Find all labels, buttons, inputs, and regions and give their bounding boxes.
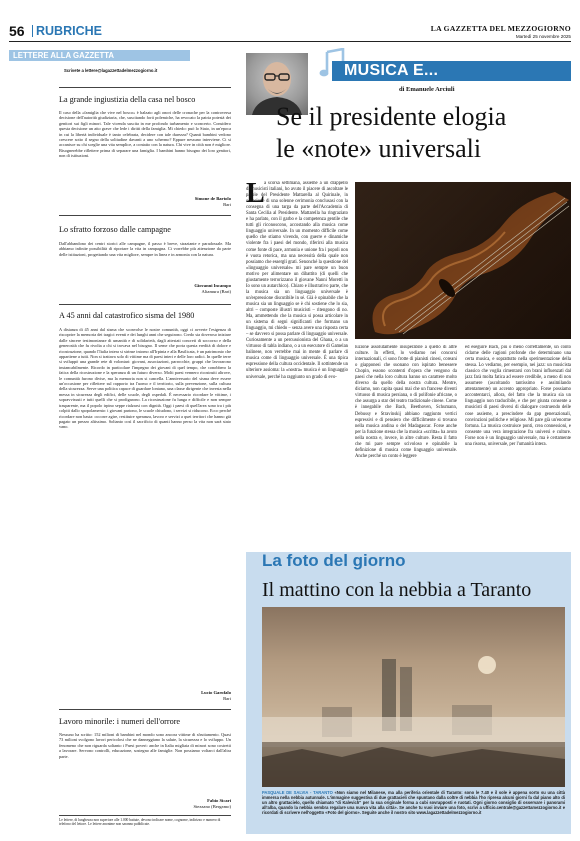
column-title-line-1: Se il presidente elogia	[276, 102, 507, 131]
letters-section-title: LETTERE ALLA GAZZETTA	[13, 51, 115, 60]
letter-2-title: Lo sfratto forzoso dalle campagne	[59, 225, 171, 234]
letter-1-rule	[59, 87, 231, 88]
letter-4-city: Stezzano (Bergamo)	[193, 804, 231, 809]
column-body-col-2: luzione assolutamente insuperabile a quello di altre culture. In effetti, lo vediamo nei concorsi internazionali, ci sono frotte di pianisti cinesi, coreani o giapponesi che suonano con ispirato benessere Chopin, essono scontenti d'opera che vengono da paesi che nella loro cultura hanno un carattere molto diverso da quello della nostra cultura. Mentre, diciamo, non capita quasi mai che un francese diventi virtuoso di musica persiana, o di polifonie africane, o che assurga a star del teatro tradizionale cinese. Come è innegabile che Bach, Beethoven, Schumann, Debussy e Stravinskij abbiano raggiunto vertici espressivi e di pensiero che difficilmente si trovano nella musica andina o del Madagascar. Forse anche per la funzione stessa che la musica «scritta» ha avuto nella nostra e, invece, in altre culture. Resta il fatto che mi pare sempre scivoloso e opinabile la definizione di musica come linguaggio universale. Anche perché un conto è leggere	[355, 345, 457, 459]
section-title: RUBRICHE	[36, 24, 102, 38]
letter-1-city: Bari	[223, 202, 231, 207]
letters-write-to[interactable]: Scrivete a lettere@lagazzettadelmezzogiorno.it	[64, 68, 158, 73]
city-fog-icon	[262, 607, 565, 787]
letter-3-author: Lucio Garofalo	[201, 690, 231, 695]
column-title-line-2: le «note» universali	[276, 134, 482, 163]
column-dropcap: L	[246, 178, 265, 209]
paper-name: LA GAZZETTA DEL MEZZOGIORNO	[430, 24, 571, 33]
photo-section-title: La foto del giorno	[262, 551, 406, 570]
column-kicker-banner	[332, 61, 571, 81]
letters-section-banner	[9, 50, 190, 61]
letter-4-title: Lavoro minorile: i numeri dell'orrore	[59, 717, 181, 726]
letter-3-city: Bari	[223, 696, 231, 701]
column-body-col-1: a scorsa settimana, assieme a un drappello di musicisti italiani, ho avuto il piacere di ascoltare le parole del Presidente Mattarella al Quirinale, in occasione di una solenne cerimonia conclusasi con la consegna di una targa da parte dell'Accademia di Santa Cecilia al Presidente. Mattarella ha ringraziato e ha parlato, con il garbo e la competenza gentile che tutti gli riconoscono, accostando alla musica come linguaggio universale. In un momento difficile come quello che stiamo vivendo, con guerre e dinamiche violente fra i paesi del mondo, riferirsi alla musica come fonte di pace, armonia e unione fra i popoli non è vuota retorica, ma una necessità della quale non possiamo che essergli grati. Senonché la questione del «linguaggio universale» mi pare sempre un buon motivo per alimentare un dibattito (di quelli che giustamente terrorizzano il giovane Nanni Moretti in Io sono un autarchico). Chiaro e illustrativo parte, che la musica sia un linguaggio universale è un'espressione discutibile in sé. Già è opinabile che la musica sia un linguaggio se è chi sostiene che lo sia, altri – composte illustri musicisti – ritengono di no. Ma, ammettendo che la musica si possa articolare in un sistema di segni significanti che formano un linguaggio, mi chiedo – senza avere una risposta certa – se davvero si possa parlare di linguaggio universale. Curiosamente a un percussionista del Ghana, o a un virtuoso di tabla indiano, o a un esecutore di Gamelan balinese, non verrebbe mai in mente di parlare di musica come di linguaggio universale. È una tipica espressione della cultura occidentale. Il sottintende un ulteriore assioma: la «nostra» musica è un linguaggio universale, perché ha raggiunto un grado di evo-	[246, 181, 348, 380]
letter-1-author: Simone de Bartolo	[194, 196, 231, 201]
letter-3-title: A 45 anni dal catastrofico sisma del 1980	[59, 311, 195, 320]
taranto-photo	[262, 607, 565, 787]
letter-2-body: Dall'abbandono dei centri storici alle campagne, il passo è breve, straziante e paradossale. Ma abbiamo infinite possibilità di riportare la vita in campagna. Ci vorrebbe più attenzione da parte delle istituzioni, progettando una vita migliore, sempre in linea e in armonia con la natura.	[59, 241, 231, 257]
letter-3-rule	[59, 304, 231, 305]
column-byline: di Emanuele Arciuli	[399, 86, 455, 93]
header-date: Martedì 25 novembre 2025	[515, 34, 571, 39]
violin-icon	[355, 182, 571, 339]
letter-2-rule	[59, 215, 231, 216]
letter-3-body: A distanza di 45 anni dal sisma che sconvolse le nostre comunità, oggi ci avverte l'esigenza di riscoprire la memoria dei tragici eventi e dei lunghi anni che seguirono. Credo sia doveroso iniziare dalle sincere testimonianze di umanità e di solidarietà, dagli attestati concreti di soccorso e della generosità che fu rivolta a chi si trovava nel bisogno. Il seme che porta questa eredità di dolore e ricostruzione, quando l'Italia intera si strinse intorno all'Irpinia e alla Basilicata, è un patrimonio che appartiene a tutti. Non si trattava solo di vittime ma di paesi interi e delle loro radici. In quelle terre si sviluppò una grande rete di volontari: giovani, associazioni, parrocchie, gruppi che lavorarono instancabilmente. Ricordo in particolare l'impegno dei giovani di quel tempo, che conobbero la fatica della ricostruzione e la speranza di un futuro diverso. Molti paesi vennero ricostruiti altrove, le comunità furono divise, ma la memoria non si cancella. L'anniversario del sisma deve essere un'occasione per riflettere sul rapporto tra l'uomo e il territorio, sulla prevenzione, sulla cultura della sicurezza. Serve una politica capace di guardare lontano, una classe dirigente che investa nella messa in sicurezza degli edifici, delle scuole, degli ospedali. È necessario ricordare le vittime, i sopravvissuti e tutti quelli che si prodigarono. La ricostruzione fu lunga e difficile e non sempre trasparente, ma il popolo irpino seppe rialzarsi con dignità. Oggi i paesi di quell'area sono tra i più colpiti dallo spopolamento: i giovani partono, le scuole chiudono, i servizi si riducono. Ecco perché ricordare non basta: occorre agire, restituire speranza, lavoro e servizi a quei territori che hanno già pagato un prezzo altissimo. Soltanto così il sacrificio di quanti hanno perso la vita non sarà stato vano.	[59, 327, 231, 430]
photo-caption-text: «Non siamo nel Milanese, ma alla periferia orientale di Taranto: sono le 7.40 e il sole è appena sorto su una città immersa nella nebbia autunnale. L'immagine suggestiva di due grattacieli che spuntano dalla coltre di nebbia l'ho ripresa alcuni giorni fa dal piano alto di un altro grattacielo, quello chiamato "di Kalevich" per la sua originale forma a cubi sovrapposti e ruotati. Ogni giorno consiglio di osservare i panorami all'alba, quando la nebbia sembra regalare una nuova vita alla città». Se anche tu vuoi inviare una foto, scrivi a ufficio.centrale@gazzettamezzogiorno.it e ricordati di scrivere nell'oggetto «Foto del giorno». Seguite anche il nostro sito www.lagazzettadelmezzogiorno.it	[262, 790, 565, 816]
page-number: 56	[9, 23, 25, 39]
photo-title: Il mattino con la nebbia a Taranto	[262, 579, 532, 601]
letter-2-city: Altamura (Bari)	[201, 289, 231, 294]
letter-2-author: Giovanni Incampo	[194, 283, 231, 288]
photo-caption-place: PASQUALE DE SALVIA - TARANTO	[262, 790, 333, 795]
column-body-col-3: ed eseguire Bach, più o meno correttamente, un conto cidarne delle ragioni profonde che determinano una certa musica, e soprattutto nella sperimentazione della stessa. Lo vediamo, per esempio, nei jazz: un musicista classico che voglia cimentarsi con brani influenzati dal jazz farà molta fatica ad essere credibile, a meno di non assumere (ascoltando tantissimo e assimilando attentamente) un accento appropriato. Forse possiamo accontentarci, allora, del fatto che la musica sia un linguaggio non traducibile, e che per giunta consente a musicisti di paesi diversi di dialogare costruendo delle cose assieme, a prescindere da gap generazionali, convinzioni politiche e religiose. Mi pare già un'enorme fortuna. La musica costruisce ponti, crea connessioni, e consente una vera integrazione fra universi e culture. Forse non è un linguaggio universale, ma è certamente una risorsa, universale, per l'umanità intera.	[465, 345, 571, 447]
letter-1-title: La grande ingiustizia della casa nel bosco	[59, 95, 196, 104]
column-kicker: MUSICA E...	[344, 62, 439, 79]
letter-4-rule	[59, 709, 231, 710]
header-divider	[32, 25, 33, 37]
violin-photo	[355, 182, 571, 339]
photo-caption	[262, 790, 565, 832]
letters-footer-note: Le lettere, di lunghezza non superiore alle 1.000 battute, devono indicare nome, cognome, indirizzo e numero di telefono del lettore. Le lettere anonime non saranno pubblicate.	[59, 818, 221, 827]
letter-4-author: Fabio Sicari	[207, 798, 231, 803]
letter-1-body: Il caso della «famiglia che vive nel bosco» è balzato agli onori delle cronache per la controversa decisione dell'autorità giudiziaria, che, suscitando forti polemiche, ha revocato la patria potestà dei genitori sui figli minori. Tale vicenda suscita in me profondo turbamento e sconcerto. Considero questa decisione un atto grave che lede i diritti della famiglia. Mi chiedo: può lo Stato, in un'epoca in cui la libertà individuale è tanto celebrata, decidere con tale durezza? Quanti bambini vedono crescere sotto il segno della solitudine davanti a uno schermo? Eppure nessuno interviene. Ci si accanisce su chi sceglie una vita semplice, a contatto con la natura. Chi vive in città non è migliore. Bisognerebbe riflettere prima di separare una famiglia. I bambini hanno bisogno dei loro genitori, non di istituzioni.	[59, 110, 231, 159]
letter-4-body: Nessuno ha scritto: 152 milioni di bambini nel mondo sono ancora vittime di sfruttamento. Quasi 73 milioni svolgono lavori pericolosi che ne danneggiano la salute, la sicurezza e lo sviluppo. Un fenomeno che non riguarda soltanto i Paesi poveri: anche in Italia migliaia di minori sono costretti a lavorare. Servono controlli, educazione, sostegno alle famiglie. Non possiamo voltarci dall'altra parte.	[59, 732, 231, 759]
letters-footer-rule	[59, 815, 231, 816]
header-rule	[9, 41, 571, 42]
